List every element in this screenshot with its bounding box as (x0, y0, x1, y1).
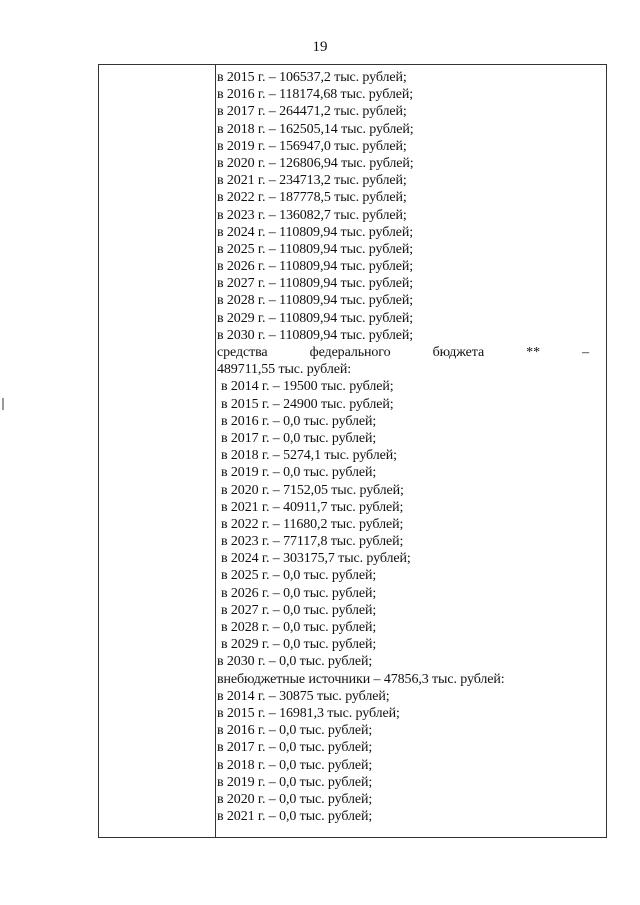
federal-heading-word: средства (217, 345, 268, 360)
federal-budget-year: в 2024 г. – 303175,7 тыс. рублей; (221, 551, 411, 567)
federal-budget-year: в 2027 г. – 0,0 тыс. рублей; (221, 602, 377, 618)
extrabudgetary-year: в 2020 г. – 0,0 тыс. рублей; (217, 791, 373, 807)
federal-budget-year: в 2018 г. – 5274,1 тыс. рублей; (221, 448, 397, 464)
federal-heading-word: – (582, 345, 589, 360)
regional-budget-year: в 2024 г. – 110809,94 тыс. рублей; (217, 224, 414, 240)
federal-budget-year: в 2028 г. – 0,0 тыс. рублей; (221, 620, 377, 635)
regional-budget-year: в 2017 г. – 264471,2 тыс. рублей; (217, 104, 407, 120)
federal-budget-year: в 2030 г. – 0,0 тыс. рублей; (217, 654, 373, 670)
funding-cell (217, 69, 599, 825)
federal-budget-total: 489711,55 тыс. рублей: (217, 362, 352, 378)
regional-budget-year: в 2026 г. – 110809,94 тыс. рублей; (217, 259, 414, 275)
federal-heading-word: ** (526, 345, 540, 360)
federal-heading-word: бюджета (432, 345, 485, 360)
funding-table (98, 64, 607, 838)
regional-budget-year: в 2025 г. – 110809,94 тыс. рублей; (217, 241, 414, 257)
federal-budget-heading (217, 344, 599, 361)
regional-budget-year: в 2019 г. – 156947,0 тыс. рублей; (217, 138, 407, 154)
regional-budget-year: в 2029 г. – 110809,94 тыс. рублей; (217, 310, 414, 326)
regional-budget-year: в 2022 г. – 187778,5 тыс. рублей; (217, 190, 407, 206)
federal-budget-year: в 2016 г. – 0,0 тыс. рублей; (221, 413, 377, 429)
federal-budget-year: в 2019 г. – 0,0 тыс. рублей; (221, 465, 377, 481)
federal-budget-year: в 2022 г. – 11680,2 тыс. рублей; (221, 516, 404, 532)
extrabudgetary-year: в 2018 г. – 0,0 тыс. рублей; (217, 757, 373, 773)
federal-budget-year: в 2026 г. – 0,0 тыс. рублей; (221, 585, 377, 601)
regional-budget-list (217, 69, 599, 344)
federal-budget-year: в 2025 г. – 0,0 тыс. рублей; (221, 568, 377, 584)
federal-budget-year: в 2029 г. – 0,0 тыс. рублей; (221, 637, 377, 653)
regional-budget-year: в 2021 г. – 234713,2 тыс. рублей; (217, 173, 407, 189)
federal-budget-year: в 2023 г. – 77117,8 тыс. рублей; (221, 534, 404, 550)
page-number: 19 (312, 39, 328, 55)
federal-heading-word: федерального (309, 345, 391, 360)
federal-budget-section (217, 344, 599, 671)
regional-budget-year: в 2027 г. – 110809,94 тыс. рублей; (217, 276, 414, 292)
extrabudgetary-year: в 2017 г. – 0,0 тыс. рублей; (217, 740, 373, 756)
column-divider (215, 65, 216, 837)
extrabudgetary-heading: внебюджетные источники – 47856,3 тыс. рублей: (217, 671, 505, 687)
regional-budget-year: в 2023 г. – 136082,7 тыс. рублей; (217, 207, 407, 223)
federal-budget-year: в 2015 г. – 24900 тыс. рублей; (221, 396, 394, 412)
extrabudgetary-year: в 2019 г. – 0,0 тыс. рублей; (217, 774, 373, 790)
regional-budget-year: в 2015 г. – 106537,2 тыс. рублей; (217, 70, 407, 85)
extrabudgetary-year: в 2021 г. – 0,0 тыс. рублей; (217, 809, 373, 825)
federal-budget-year: в 2020 г. – 7152,05 тыс. рублей; (221, 482, 404, 498)
federal-budget-year: в 2014 г. – 19500 тыс. рублей; (221, 379, 394, 395)
extrabudgetary-section (217, 671, 599, 826)
extrabudgetary-year: в 2015 г. – 16981,3 тыс. рублей; (217, 705, 400, 721)
regional-budget-year: в 2028 г. – 110809,94 тыс. рублей; (217, 293, 414, 309)
federal-budget-year: в 2021 г. – 40911,7 тыс. рублей; (221, 499, 404, 515)
regional-budget-year: в 2030 г. – 110809,94 тыс. рублей; (217, 327, 414, 343)
extrabudgetary-year: в 2016 г. – 0,0 тыс. рублей; (217, 723, 373, 739)
federal-budget-year: в 2017 г. – 0,0 тыс. рублей; (221, 430, 377, 446)
extrabudgetary-year: в 2014 г. – 30875 тыс. рублей; (217, 688, 390, 704)
regional-budget-year: в 2018 г. – 162505,14 тыс. рублей; (217, 121, 414, 137)
regional-budget-year: в 2020 г. – 126806,94 тыс. рублей; (217, 155, 414, 171)
scan-edge-mark (2, 398, 4, 410)
regional-budget-year: в 2016 г. – 118174,68 тыс. рублей; (217, 87, 414, 103)
